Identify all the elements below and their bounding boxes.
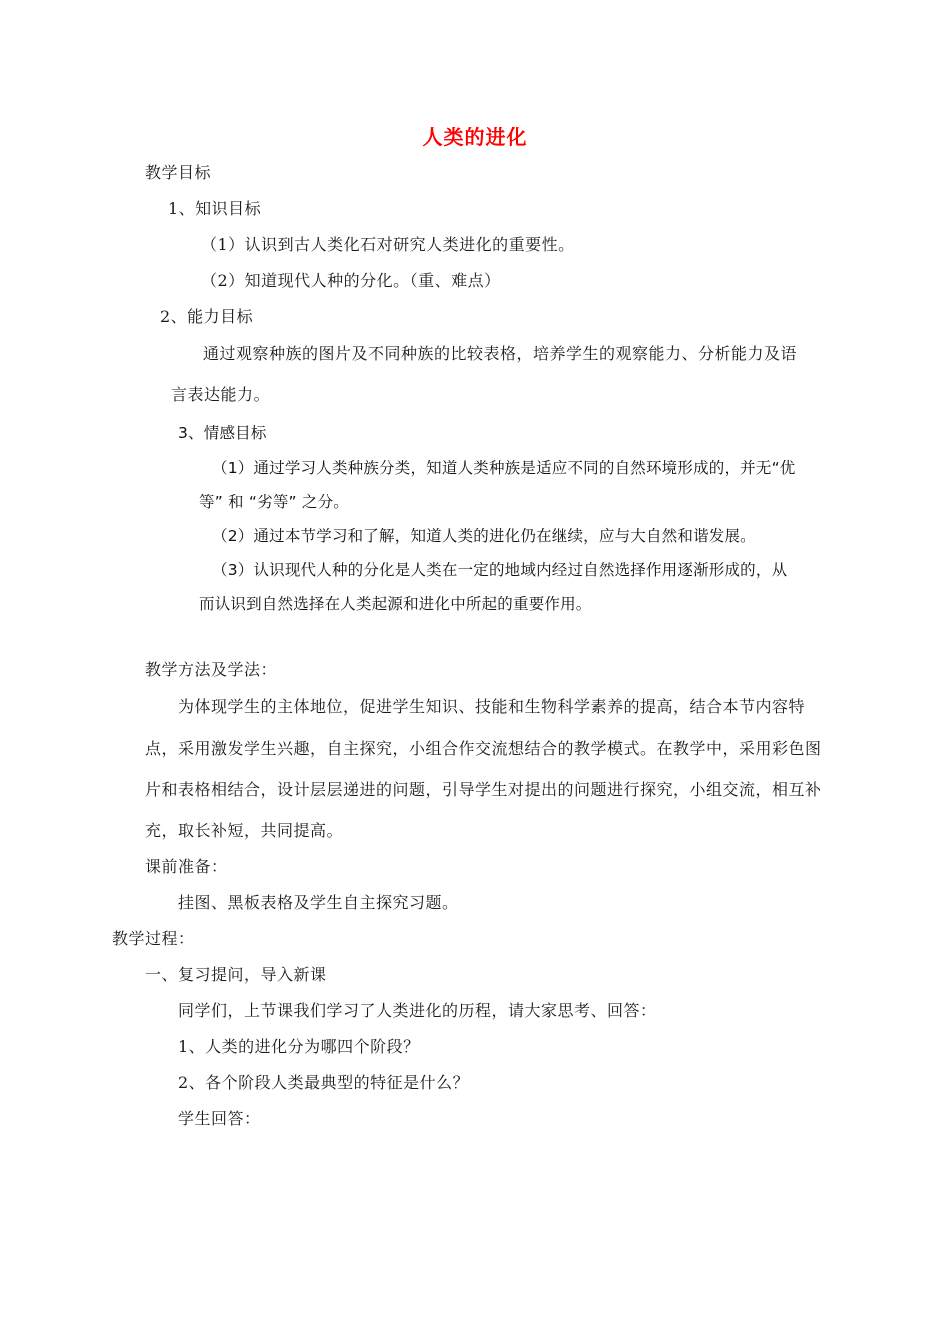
process-heading: 教学过程： <box>112 929 195 948</box>
emotion-objective-item-3-line-1: （3）认识现代人种的分化是人类在一定的地域内经过自然选择作用逐渐形成的，从 <box>212 561 788 579</box>
preparation-heading: 课前准备： <box>145 857 228 876</box>
process-question-1: 1、人类的进化分为哪四个阶段？ <box>178 1037 420 1056</box>
methods-text-line-1: 为体现学生的主体地位，促进学生知识、技能和生物科学素养的提高，结合本节内容特 <box>178 697 806 716</box>
methods-text-line-2: 点，采用激发学生兴趣，自主探究，小组合作交流想结合的教学模式。在教学中，采用彩色图 <box>145 739 822 758</box>
ability-objective-text-line-2: 言表达能力。 <box>171 385 271 404</box>
methods-text-line-3: 片和表格相结合，设计层层递进的问题，引导学生对提出的问题进行探究，小组交流，相互补 <box>145 780 822 799</box>
process-intro: 同学们，上节课我们学习了人类进化的历程，请大家思考、回答： <box>178 1001 657 1020</box>
process-step-1-heading: 一、复习提问，导入新课 <box>145 965 327 984</box>
knowledge-objective-heading: 1、知识目标 <box>168 199 262 218</box>
preparation-text: 挂图、黑板表格及学生自主探究习题。 <box>178 893 459 912</box>
methods-heading: 教学方法及学法： <box>145 660 278 679</box>
process-question-2: 2、各个阶段人类最典型的特征是什么？ <box>178 1073 470 1092</box>
knowledge-objective-item-2: （2）知道现代人种的分化。（重、难点） <box>201 271 501 290</box>
emotion-objective-item-3-line-2: 而认识到自然选择在人类起源和进化中所起的重要作用。 <box>199 595 592 613</box>
knowledge-objective-item-1: （1）认识到古人类化石对研究人类进化的重要性。 <box>201 235 575 254</box>
emotion-objective-heading: 3、情感目标 <box>178 424 267 442</box>
ability-objective-text-line-1: 通过观察种族的图片及不同种族的比较表格，培养学生的观察能力、分析能力及语 <box>203 344 798 363</box>
process-answer-label: 学生回答： <box>178 1109 261 1128</box>
ability-objective-heading: 2、能力目标 <box>160 307 254 326</box>
methods-text-line-4: 充，取长补短，共同提高。 <box>145 821 344 840</box>
document-title: 人类的进化 <box>422 125 528 149</box>
emotion-objective-item-1-line-1: （1）通过学习人类种族分类，知道人类种族是适应不同的自然环境形成的，并无“优 <box>212 459 796 477</box>
emotion-objective-item-1-line-2: 等” 和 “劣等” 之分。 <box>199 493 349 511</box>
objectives-heading: 教学目标 <box>145 163 212 182</box>
emotion-objective-item-2: （2）通过本节学习和了解，知道人类的进化仍在继续，应与大自然和谐发展。 <box>212 527 756 545</box>
